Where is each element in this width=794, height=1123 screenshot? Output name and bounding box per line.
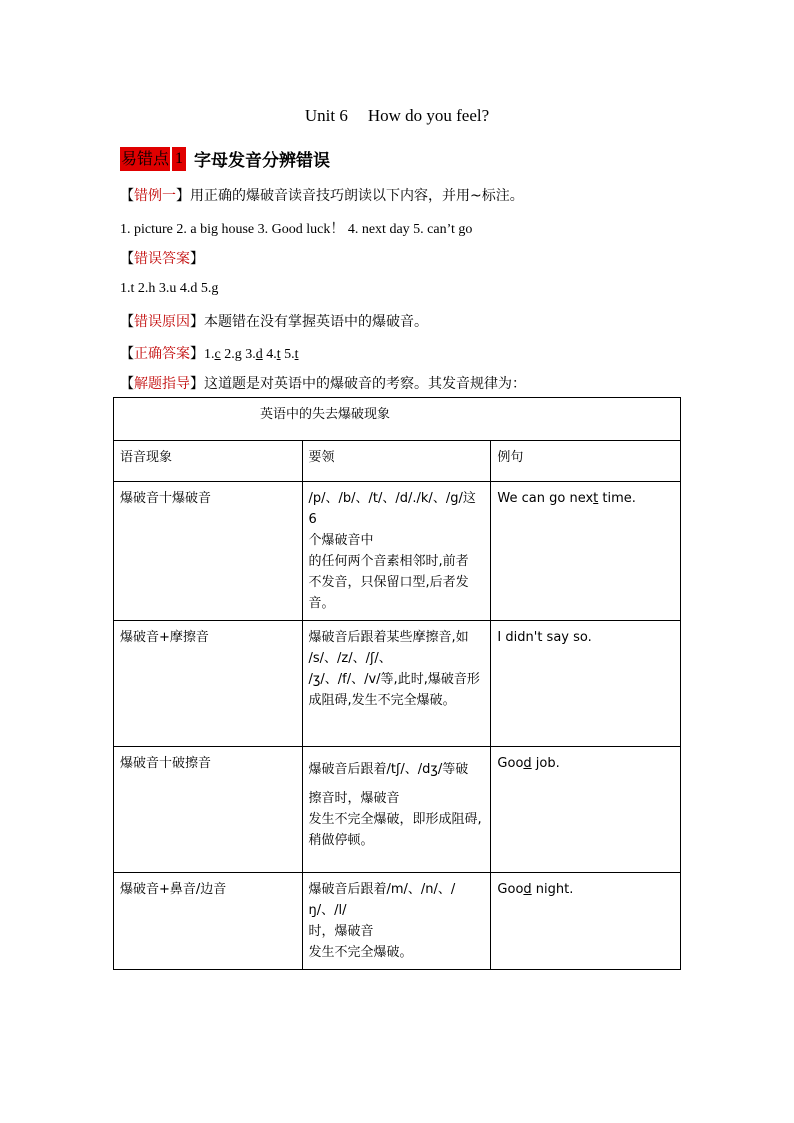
rule-line: 爆破音后跟着/m/、/n/、/ŋ/、/l/ [308, 882, 456, 918]
answer-number: 5. [280, 347, 295, 362]
rule-cell [302, 482, 491, 621]
unit-label: Unit 6 [304, 106, 348, 125]
rule-line: 发生不完全爆破，即形成阻碍, [308, 812, 482, 827]
correct-answer-label: 【正确答案】 [120, 346, 204, 362]
rule-line: 发生不完全爆破。 [308, 945, 413, 960]
example-text: say so. [542, 630, 592, 645]
rule-line: /ʒ/、/f/、/v/等,此时,爆破音形 [308, 672, 480, 687]
error-point-badge: 易错点 [120, 147, 170, 171]
rule-line: 成阻碍,发生不完全爆破。 [308, 693, 456, 708]
rule-line: 音。 [308, 596, 335, 611]
phenomenon-cell: 爆破音十爆破音 [114, 482, 303, 621]
example-text: night. [531, 882, 574, 897]
example-cell [491, 747, 681, 873]
table-row [114, 621, 681, 747]
example-text: Goo [497, 756, 524, 771]
rule-cell [302, 621, 491, 747]
unit-topic: How do you feel? [367, 106, 490, 125]
section-heading [120, 146, 330, 171]
error-point-number: 1 [172, 147, 186, 171]
phenomenon-cell: 爆破音十破擦音 [114, 747, 303, 873]
reason-content: 本题错在没有掌握英语中的爆破音。 [204, 314, 428, 330]
table-header-row [114, 441, 681, 482]
rule-line: 的任何两个音素相邻时,前者 [308, 554, 469, 569]
example-cell [491, 873, 681, 970]
example-line [120, 185, 524, 205]
rule-line: /s/、/z/、/ʃ/、 [308, 651, 392, 666]
header-example: 例句 [491, 441, 681, 482]
answer-number: 1. [204, 347, 215, 362]
section-heading-text: 字母发音分辨错误 [194, 151, 331, 171]
answer-number: 3. [241, 347, 256, 362]
correct-answer-line [120, 343, 299, 363]
rule-cell [302, 747, 491, 873]
header-rule: 要领 [302, 441, 491, 482]
table-caption: 英语中的失去爆破现象 [114, 398, 681, 441]
example-cell [491, 621, 681, 747]
example-text: d [523, 882, 532, 897]
rule-line: 稍做停顿。 [308, 833, 374, 848]
rule-line: 个爆破音中 [308, 533, 374, 548]
table-caption-row [114, 398, 681, 441]
example-label: 【错例一】 [120, 188, 190, 204]
rule-line: 爆破音后跟着/tʃ/、/dʒ/等破 [308, 762, 469, 777]
example-text: We can go nex [497, 491, 594, 506]
plosive-rules-table [113, 397, 681, 970]
example-items: 1. picture 2. a big house 3. Good luck！ 4. next day 5. can’t go [120, 222, 473, 237]
guide-line [120, 373, 526, 393]
rule-cell [302, 873, 491, 970]
phenomenon-cell: 爆破音+鼻音/边音 [114, 873, 303, 970]
correct-answer-content [204, 347, 299, 362]
guide-label: 【解题指导】 [120, 376, 204, 392]
example-text: I didn't [497, 630, 543, 645]
reason-label: 【错误原因】 [120, 314, 204, 330]
reason-line [120, 311, 428, 331]
wrong-answer-label-line [120, 248, 204, 268]
page-title [0, 106, 794, 126]
phenomenon-cell: 爆破音+摩擦音 [114, 621, 303, 747]
answer-letter: d [255, 347, 263, 362]
example-instruction: 用正确的爆破音读音技巧朗读以下内容，并用~标注。 [190, 188, 524, 204]
table-row [114, 747, 681, 873]
answer-letter: c [214, 347, 221, 362]
example-text: Goo [497, 882, 524, 897]
example-text: d [523, 756, 532, 771]
answer-letter: g [234, 347, 242, 362]
table-row [114, 482, 681, 621]
rule-line: 擦音时，爆破音 [308, 791, 400, 806]
rule-line: 不发音，只保留口型,后者发 [308, 575, 469, 590]
example-text: job. [531, 756, 560, 771]
wrong-answer-content: 1.t 2.h 3.u 4.d 5.g [120, 281, 219, 296]
header-phenomenon: 语音现象 [114, 441, 303, 482]
answer-number: 4. [262, 347, 277, 362]
answer-letter: t [276, 347, 281, 362]
example-cell [491, 482, 681, 621]
guide-content: 这道题是对英语中的爆破音的考察。其发音规律为： [204, 376, 526, 392]
example-text: time. [598, 491, 636, 506]
rule-line: /p/、/b/、/t/、/d/./k/、/g/这 6 [308, 491, 476, 527]
answer-letter: t [294, 347, 299, 362]
answer-number: 2. [220, 347, 235, 362]
rule-line: 时，爆破音 [308, 924, 374, 939]
example-text: t [593, 491, 599, 506]
rule-line: 爆破音后跟着某些摩擦音,如 [308, 630, 469, 645]
wrong-answer-label: 【错误答案】 [120, 251, 204, 267]
table-row [114, 873, 681, 970]
